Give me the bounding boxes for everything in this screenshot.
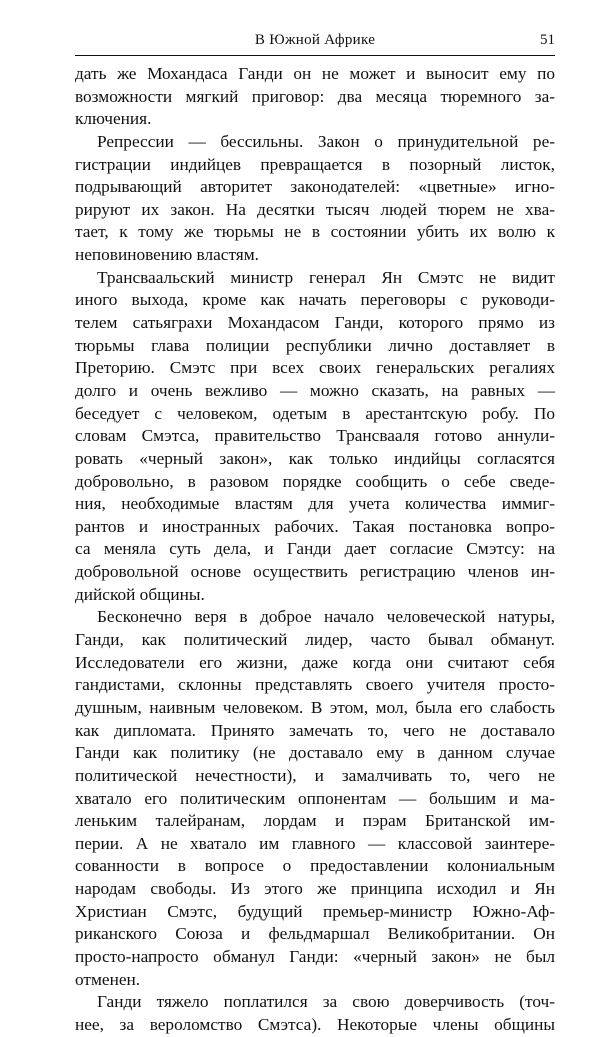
- text-line: Ганди, как политический лидер, часто бывал обманут.: [75, 630, 555, 650]
- running-title: В Южной Африке: [254, 32, 376, 48]
- text-line: Преторию. Смэтс при всех своих генеральских регалиях: [75, 358, 555, 378]
- text-line: перии. А не хватало им главного — классовой заинтере-: [75, 833, 555, 853]
- text-line: тюрьмы глава полиции республики лично доставляет в: [75, 335, 555, 355]
- paragraph: [75, 131, 555, 267]
- text-line: риканского Союза и фельдмаршал Великобритании. Он: [75, 924, 555, 944]
- text-line: Репрессии — бессильны. Закон о принудительной ре-: [97, 131, 555, 151]
- text-line: добровольно, в разовом порядке сообщить о себе сведе-: [75, 471, 555, 491]
- text-line: добровольной основе осуществить регистрацию членов ин-: [75, 562, 555, 582]
- paragraph: [75, 606, 555, 991]
- text-line: беседует с человеком, одетым в арестантскую робу. По: [75, 403, 555, 423]
- text-line: словам Смэтса, правительство Трансвааля готово аннули-: [75, 426, 555, 446]
- text-line: сованности в вопросе о предоставлении колониальным: [75, 856, 555, 876]
- page-number: 51: [540, 32, 555, 48]
- text-line: ния, необходимые властям для учета количества иммиг-: [75, 494, 555, 514]
- text-line: ровать «черный закон», как только индийцы согласятся: [75, 448, 555, 468]
- text-line: телем сатьяграхи Мохандасом Ганди, которого прямо из: [75, 313, 555, 333]
- text-line: Трансваальский министр генерал Ян Смэтс не видит: [97, 267, 555, 287]
- header-rule: [75, 55, 555, 56]
- running-head: [75, 30, 555, 52]
- text-line: как дипломата. Принято замечать то, чего не доставало: [75, 720, 555, 740]
- text-line: тает, к тому же тюрьмы не в состоянии убить их волю к: [75, 222, 555, 242]
- text-line: Христиан Смэтс, будущий премьер-министр Южно-Аф-: [75, 901, 555, 921]
- text-line: рантов и иностранных рабочих. Такая постановка вопро-: [75, 516, 555, 536]
- text-line: леньким талейранам, лордам и пэрам Британской им-: [75, 811, 555, 831]
- text-line: Бесконечно веря в доброе начало человеческой натуры,: [97, 607, 555, 627]
- text-line: Ганди тяжело поплатился за свою доверчивость (точ-: [97, 992, 555, 1012]
- text-line: Исследователи его жизни, даже когда они считают себя: [75, 652, 555, 672]
- text-line: ключения.: [75, 109, 152, 129]
- text-line: возможности мягкий приговор: два месяца тюремного за-: [75, 86, 555, 106]
- text-line: отменен.: [75, 969, 141, 989]
- text-line: дийской общины.: [75, 584, 205, 604]
- text-line: подрывающий авторитет законодателей: «цветные» игно-: [75, 177, 555, 197]
- text-line: са меняла суть дела, и Ганди дает согласие Смэтсу: на: [75, 539, 555, 559]
- text-line: долго и очень вежливо — можно сказать, на равных —: [75, 380, 555, 400]
- paragraph: [75, 991, 555, 1036]
- paragraph: [75, 63, 555, 131]
- text-line: дать же Мохандаса Ганди он не может и выносит ему по: [75, 64, 555, 83]
- text-line: просто-напросто обманул Ганди: «черный закон» не был: [75, 946, 555, 966]
- text-line: Ганди как политику (не доставало ему в данном случае: [75, 743, 555, 763]
- text-line: иного выхода, кроме как начать переговоры с руководи-: [75, 290, 555, 310]
- body-text: [75, 63, 555, 1037]
- text-line: хватало его политическим оппонентам — большим и ма-: [75, 788, 555, 808]
- text-line: рируют их закон. На десятки тысяч людей тюрем не хва-: [75, 199, 555, 219]
- text-line: народам свободы. Из этого же принципа исходил и Ян: [75, 879, 555, 899]
- text-line: гистрации индийцев превращается в позорный листок,: [75, 154, 555, 174]
- text-line: политической нечестности), и замалчивать то, чего не: [75, 765, 555, 785]
- text-line: неповиновению властям.: [75, 245, 259, 265]
- text-line: нее, за вероломство Смэтса). Некоторые члены общины: [75, 1014, 555, 1034]
- paragraph: [75, 267, 555, 607]
- text-line: гандистами, склонны представлять своего учителя просто-: [75, 675, 555, 695]
- text-line: душным, наивным человеком. В этом, мол, была его слабость: [75, 697, 555, 717]
